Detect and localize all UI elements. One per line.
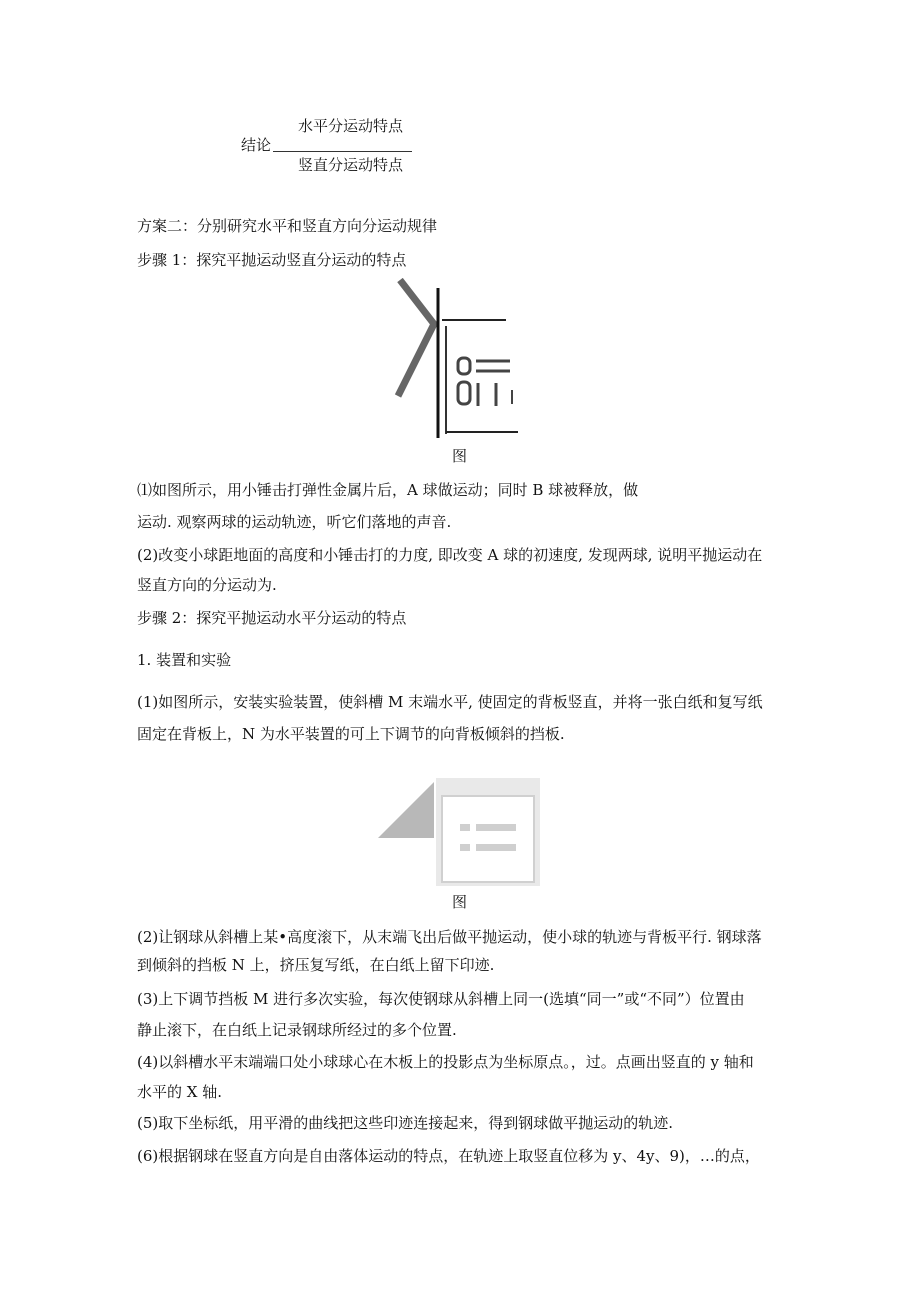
step2-paragraph-3a: (3)上下调节挡板 M 进行多次实验，每次使钢球从斜槽上同一(选填“同一”或“不同”）位置由 [137, 990, 745, 1008]
fig2-slope-track [378, 782, 434, 838]
step2-paragraph-3b: 静止滚下，在白纸上记录钢球所经过的多个位置. [137, 1021, 457, 1039]
figure-1-caption: 图 [452, 447, 468, 465]
step2-paragraph-2a: (2)让钢球从斜槽上某•高度滚下，从末端飞出后做平抛运动，使小球的轨迹与背板平行. 钢球落 [137, 928, 762, 946]
step2-paragraph-1b: 固定在背板上，N 为水平装置的可上下调节的向背板倾斜的挡板. [137, 725, 565, 743]
fig1-ball-a-top [458, 358, 470, 374]
conclusion-vertical: 竖直分运动特点 [298, 156, 404, 174]
conclusion-underline [273, 151, 412, 152]
step2-paragraph-5: (5)取下坐标纸，用平滑的曲线把这些印迹连接起来，得到钢球做平抛运动的轨迹. [137, 1114, 674, 1132]
step1-paragraph-2b: 竖直方向的分运动为. [137, 576, 277, 594]
fig2-mark-3 [460, 844, 470, 851]
figure-2-caption: 图 [452, 893, 468, 911]
step1-paragraph-2a: (2)改变小球距地面的高度和小锤击打的力度, 即改变 A 球的初速度, 发现两球, 说明平抛运动在 [137, 546, 763, 564]
step2-heading-1: 1. 装置和实验 [137, 651, 232, 669]
fig1-plate [398, 280, 434, 396]
figure-2-apparatus [378, 778, 544, 888]
conclusion-label: 结论 [241, 136, 272, 154]
fig2-mark-2 [476, 824, 516, 831]
conclusion-horizontal: 水平分运动特点 [298, 117, 404, 135]
step1-title: 步骤 1：探究平抛运动竖直分运动的特点 [137, 251, 407, 269]
step1-paragraph-1b: 运动. 观察两球的运动轨迹，听它们落地的声音. [137, 513, 452, 531]
step2-paragraph-4b: 水平的 X 轴. [137, 1083, 222, 1101]
fig2-mark-1 [460, 824, 470, 831]
step1-paragraph-1a: ⑴如图所示，用小锤击打弹性金属片后，A 球做运动；同时 B 球被释放，做 [137, 481, 639, 499]
fig2-paper [442, 796, 534, 882]
step2-paragraph-6: (6)根据钢球在竖直方向是自由落体运动的特点，在轨迹上取竖直位移为 y、4y、9)，…的点， [137, 1147, 760, 1165]
fig2-mark-4 [476, 844, 516, 851]
plan2-title: 方案二：分别研究水平和竖直方向分运动规律 [137, 217, 438, 235]
step2-paragraph-1a: (1)如图所示，安装实验装置，使斜槽 M 末端水平, 使固定的背板竖直，并将一张白纸和复写纸 [137, 693, 763, 711]
step2-paragraph-2b: 到倾斜的挡板 N 上，挤压复写纸，在白纸上留下印迹. [137, 956, 495, 974]
step2-paragraph-4a: (4)以斜槽水平末端端口处小球球心在木板上的投影点为坐标原点。，过。点画出竖直的 y 轴和 [137, 1053, 754, 1071]
figure-1-apparatus [378, 278, 520, 440]
fig1-ball-a-bottom [458, 382, 470, 404]
step2-title: 步骤 2：探究平抛运动水平分运动的特点 [137, 609, 407, 627]
